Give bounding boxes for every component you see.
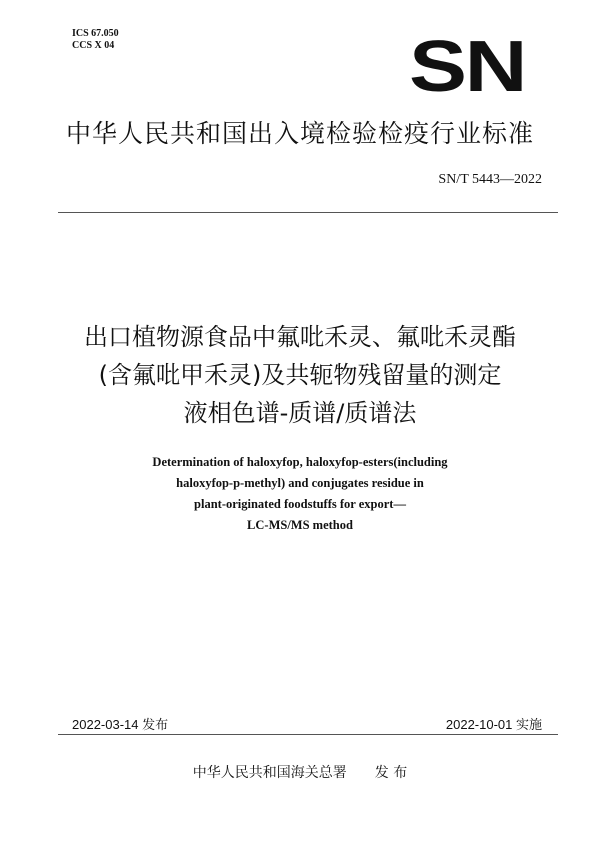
english-title-line: haloxyfop-p-methyl) and conjugates residue in <box>176 476 424 490</box>
issue-date: 2022-03-14 发布 <box>72 717 169 732</box>
issuer-line <box>0 762 600 782</box>
ccs-code: CCS X 04 <box>72 40 115 51</box>
english-title-line: plant-originated foodstuffs for export— <box>194 497 406 511</box>
english-title-line: LC-MS/MS method <box>247 518 353 532</box>
organization-title: 中华人民共和国出入境检验检疫行业标准 <box>65 119 534 148</box>
english-title-line: Determination of haloxyfop, haloxyfop-esters(including <box>152 455 448 469</box>
issuer-name: 中华人民共和国海关总署 <box>192 765 347 781</box>
ics-code: ICS 67.050 <box>72 28 119 39</box>
sn-logo <box>408 36 526 94</box>
chinese-title-line: 液相色谱-质谱/质谱法 <box>183 399 417 427</box>
classification-codes <box>72 28 119 52</box>
implementation-date: 2022-10-01 实施 <box>445 717 542 732</box>
bottom-divider <box>58 734 558 735</box>
chinese-title-line: (含氟吡甲禾灵)及共轭物残留量的测定 <box>98 361 502 389</box>
chinese-title <box>0 318 600 432</box>
standard-number: SN/T 5443—2022 <box>438 172 542 187</box>
english-title <box>0 452 600 536</box>
sn-logo-text: SN <box>409 36 525 94</box>
top-divider <box>58 212 558 213</box>
issue-word: 发 布 <box>374 765 408 781</box>
chinese-title-line: 出口植物源食品中氟吡禾灵、氟吡禾灵酯 <box>84 323 516 351</box>
